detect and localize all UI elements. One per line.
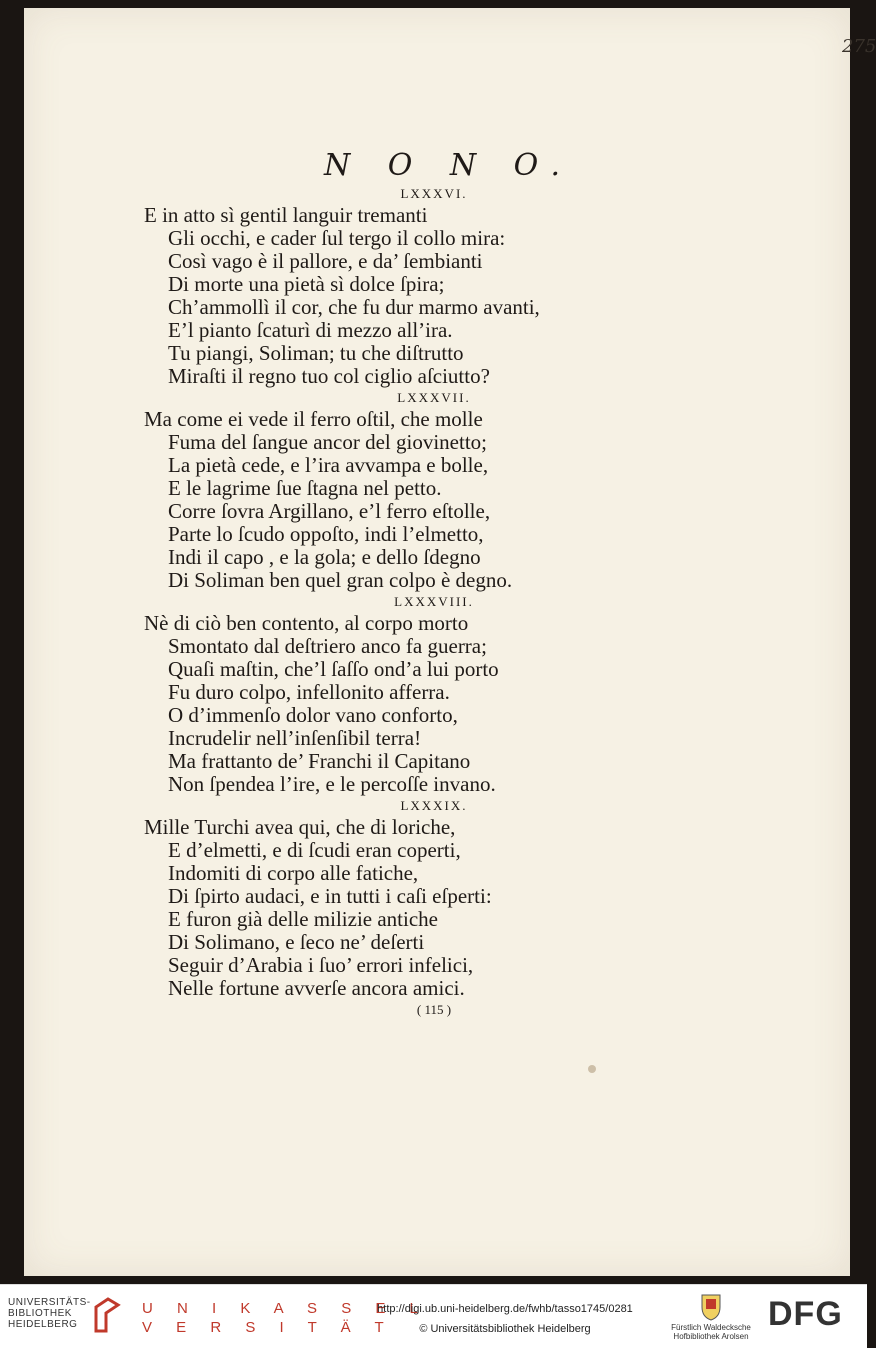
verse-line: Ma frattanto de’ Franchi il Capitano (168, 749, 471, 773)
dfg-logo[interactable]: DFG (768, 1295, 843, 1333)
ub-logo-line: HEIDELBERG (8, 1319, 78, 1330)
verse-line: E le lagrime ſue ſtagna nel petto. (168, 476, 442, 500)
verse-line: Corre ſovra Argillano, e’l ferro eſtolle, (168, 499, 491, 523)
permalink-url[interactable]: http://digi.ub.uni-heidelberg.de/fwhb/tasso1745/0281 (377, 1303, 633, 1315)
arolsen-library-logo[interactable] (666, 1323, 756, 1341)
ub-logo-line: UNIVERSITÄTS- (8, 1297, 91, 1308)
verse-line: Non ſpendea l’ire, e le percoſſe invano. (168, 772, 496, 796)
poem-text (144, 184, 704, 1020)
canto-title: N O N O. (323, 148, 575, 183)
verse-line: Indomiti di corpo alle fatiche, (168, 861, 419, 885)
verse-line: Tu piangi, Soliman; tu che diſtrutto (168, 341, 464, 365)
verse-line: Quaſi maſtin, che’l ſaſſo ond’a lui porto (168, 657, 499, 681)
verse-line: Di ſpirto audaci, e in tutti i caſi eſperti: (168, 884, 492, 908)
verse-line: Mille Turchi avea qui, che di loriche, (144, 815, 456, 839)
citation-block (340, 1299, 670, 1339)
stanza-number: LXXXIX. (400, 798, 468, 813)
verse-line: Nè di ciò ben contento, al corpo morto (144, 611, 469, 635)
verse-line: Miraſti il regno tuo col ciglio aſciutto? (168, 364, 490, 388)
ub-heidelberg-logo[interactable] (8, 1297, 91, 1330)
verse-line: Ch’ammollì il cor, che fu dur marmo avanti, (168, 295, 540, 319)
verse-line: Così vago è il pallore, e da’ ſembianti (168, 249, 483, 273)
arolsen-line: Hofbibliothek Arolsen (673, 1332, 749, 1341)
verse-line: Indi il capo , e la gola; e dello ſdegno (168, 545, 481, 569)
verse-line: Gli occhi, e cader ſul tergo il collo mira: (168, 226, 506, 250)
verse-line: La pietà cede, e l’ira avvampa e bolle, (168, 453, 489, 477)
verse-line: E in atto sì gentil languir tremanti (144, 203, 428, 227)
stanza-number: LXXXVI. (400, 186, 468, 201)
verse-line: Seguir d’Arabia i ſuo’ errori infelici, (168, 953, 474, 977)
stanza-number: LXXXVII. (397, 390, 471, 405)
verse-line: E’l pianto ſcaturì di mezzo all’ira. (168, 318, 453, 342)
ub-logo-line: BIBLIOTHEK (8, 1308, 72, 1319)
verse-line: Di morte una pietà sì dolce ſpira; (168, 272, 445, 296)
verse-line: Parte lo ſcudo oppoſto, indi l’elmetto, (168, 522, 484, 546)
book-page (24, 8, 876, 1276)
verse-line: Smontato dal deſtriero anco fa guerra; (168, 634, 487, 658)
copyright-text: © Universitätsbibliothek Heidelberg (419, 1323, 591, 1335)
folio-number: 275 (842, 36, 876, 57)
verse-line: O d’immenſo dolor vano conforto, (168, 703, 458, 727)
verse-line: Di Solimano, e ſeco ne’ deſerti (168, 930, 425, 954)
verse-line: Fu duro colpo, infellonito afferra. (168, 680, 450, 704)
verse-line: Incrudelir nell’inſenſibil terra! (168, 726, 422, 750)
arolsen-line: Fürstlich Waldecksche (671, 1323, 751, 1332)
verse-line: Fuma del ſangue ancor del giovinetto; (168, 430, 487, 454)
ub-mark-icon (92, 1295, 122, 1335)
stanza-number: LXXXVIII. (394, 594, 474, 609)
verse-line: Ma come ei vede il ferro oſtil, che molle (144, 407, 483, 431)
verse-line: E d’elmetti, e di ſcudi eran coperti, (168, 838, 461, 862)
page-number: ( 115 ) (416, 1002, 452, 1017)
footer-bar (0, 1284, 867, 1348)
paper-spot (588, 1065, 596, 1073)
kassel-line: U N I K A S S E L (142, 1300, 428, 1317)
verse-line: E furon già delle milizie antiche (168, 907, 438, 931)
verse-line: Nelle fortune avverſe ancora amici. (168, 976, 465, 1000)
crest-icon (700, 1291, 722, 1321)
kassel-line: V E R S I T Ä T (142, 1319, 394, 1336)
verse-line: Di Soliman ben quel gran colpo è degno. (168, 568, 513, 592)
